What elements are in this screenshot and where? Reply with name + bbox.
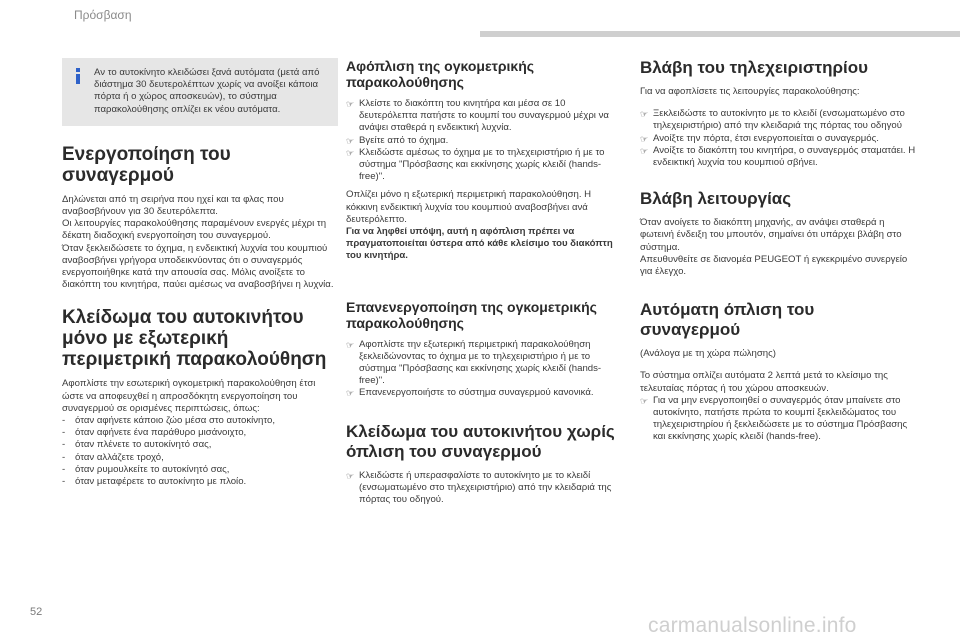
list-item: ☞ Κλείστε το διακόπτη του κινητήρα και μέσα σε 10 δευτερόλεπτα πατήστε το κουμπί του συναγερμού μέχρι να ανάψει σταθερά η ενδεικτική λυχνία. <box>346 98 622 135</box>
activation-para-1: Δηλώνεται από τη σειρήνα που ηχεί και τα φλας που αναβοσβήνουν για 30 δευτερόλεπτα. <box>62 193 284 218</box>
column-left <box>62 58 338 494</box>
auto-note: (Ανάλογα με τη χώρα πώλησης) <box>640 348 776 360</box>
list-item: ☞ Κλειδώστε ή υπερασφαλίστε το αυτοκίνητο με το κλειδί (ενσωματωμένο στο τηλεχειριστήριο) από την κλειδαριά της πόρτας του οδηγού. <box>346 470 622 507</box>
list-item: ☞ Κλειδώστε αμέσως το όχημα με το τηλεχειριστήριο ή με το σύστημα "Πρόσβασης και εκκίνησης χωρίς κλειδί (hands-free)". <box>346 147 622 184</box>
section-header-bar <box>480 31 960 37</box>
section-header-label: Πρόσβαση <box>74 8 132 22</box>
disarm-warning: Για να ληφθεί υπόψη, αυτή η αφόπλιση πρέπει να πραγματοποιείται ύστερα από κάθε κλείσιμο του διακόπτη του κινητήρα. <box>346 226 613 262</box>
remote-list <box>640 108 916 169</box>
no-arm-list <box>346 470 622 507</box>
heading-remote-fault: Βλάβη του τηλεχειριστηρίου <box>640 58 869 77</box>
list-item: ☞ Ανοίξτε την πόρτα, έτσι ενεργοποιείται ο συναγερμός. <box>640 133 916 145</box>
perimeter-list <box>62 415 338 488</box>
fault-para-1: Όταν ανοίγετε το διακόπτη μηχανής, αν ανάψει σταθερά η φωτεινή ένδειξη του μπουτόν, σημαίνει ότι υπάρχει βλάβη στο σύστημα. <box>640 217 902 253</box>
list-item: - όταν πλένετε το αυτοκίνητό σας, <box>62 439 338 451</box>
list-item: ☞ Βγείτε από το όχημα. <box>346 135 622 147</box>
page-number: 52 <box>30 606 43 618</box>
list-item: ☞ Επανενεργοποιήστε το σύστημα συναγερμού κανονικά. <box>346 387 622 399</box>
activation-para-3: Όταν ξεκλειδώσετε το όχημα, η ενδεικτική λυχνία του κουμπιού αναβοσβήνει γρήγορα υποδεικνύοντας ότι ο συναγερμός ενεργοποιήθηκε κατά την απουσία σας. Μόλις ανοίξετε το διακόπτη του κινητήρα, παύει αμέσως να αναβοσβήνει η λυχνία. <box>62 242 334 291</box>
info-box <box>62 58 338 126</box>
disarm-list <box>346 98 622 183</box>
reactivate-list <box>346 339 622 400</box>
list-item: ☞ Αφοπλίστε την εξωτερική περιμετρική παρακολούθηση ξεκλειδώνοντας το όχημα με το τηλεχειριστήριο ή με το σύστημα "Πρόσβασης και εκκίνησης χωρίς κλειδί (hands-free)". <box>346 339 622 388</box>
auto-para: Το σύστημα οπλίζει αυτόματα 2 λεπτά μετά το κλείσιμο της τελευταίας πόρτας ή του χώρου αποσκευών. <box>640 370 888 394</box>
fault-para-2: Απευθυνθείτε σε διανομέα PEUGEOT ή εγκεκριμένο συνεργείο για έλεγχο. <box>640 253 908 278</box>
column-middle <box>346 58 622 512</box>
heading-perimeter-lock: Κλείδωμα του αυτοκινήτου μόνο με εξωτερική περιμετρική παρακολούθηση <box>62 307 327 371</box>
activation-para-2: Οι λειτουργίες παρακολούθησης παραμένουν ενεργές μέχρι τη δέκατη διαδοχική ενεργοποίηση του συναγερμού. <box>62 218 327 242</box>
column-right <box>640 58 916 450</box>
auto-list <box>640 395 916 444</box>
list-item: - όταν αφήνετε ένα παράθυρο μισάνοιχτο, <box>62 427 338 439</box>
list-item: - όταν ρυμουλκείτε το αυτοκίνητό σας, <box>62 464 338 476</box>
heading-lock-without-alarm: Κλείδωμα του αυτοκινήτου χωρίς όπλιση του συναγερμού <box>346 421 615 461</box>
list-item: ☞ Ανοίξτε το διακόπτη του κινητήρα, ο συναγερμός σταματάει. Η ενδεικτική λυχνία του κουμπιού σβήνει. <box>640 145 916 169</box>
list-item: - όταν αφήνετε κάποιο ζώο μέσα στο αυτοκίνητο, <box>62 415 338 427</box>
heading-activation: Ενεργοποίηση του συναγερμού <box>62 143 231 186</box>
watermark: carmanualsonline.info <box>648 614 857 637</box>
heading-auto-arm: Αυτόματη όπλιση του συναγερμού <box>640 300 815 340</box>
perimeter-intro: Αφοπλίστε την εσωτερική ογκομετρική παρακολούθηση έτσι ώστε να αποφευχθεί η απροσδόκητη ενεργοποίηση του συναγερμού σε ορισμένες περιπτώσεις, όπως: <box>62 378 316 414</box>
disarm-note: Οπλίζει μόνο η εξωτερική περιμετρική παρακολούθηση. Η κόκκινη ενδεικτική λυχνία του κουμπιού αναβοσβήνει ανά δευτερόλεπτο. <box>346 189 592 225</box>
list-item: - όταν αλλάζετε τροχό, <box>62 452 338 464</box>
heading-reactivate-volumetric: Επανενεργοποίηση της ογκομετρικής παρακολούθησης <box>346 298 597 331</box>
list-item: ☞ Ξεκλειδώστε το αυτοκίνητο με το κλειδί (ενσωματωμένο στο τηλεχειριστήριο) από την κλειδαριά της πόρτας του οδηγού <box>640 108 916 132</box>
heading-disarm-volumetric: Αφόπλιση της ογκομετρικής παρακολούθησης <box>346 58 535 90</box>
info-text: Αν το αυτοκίνητο κλειδώσει ξανά αυτόματα (μετά από διάστημα 30 δευτερολέπτων χωρίς να ανοίξει κάποια πόρτα ή ο χώρος αποσκευών), το σύστημα παρακολούθησης οπλίζει εκ νέου αυτόματα. <box>94 67 320 115</box>
heading-operating-fault: Βλάβη λειτουργίας <box>640 189 792 209</box>
remote-intro: Για να αφοπλίσετε τις λειτουργίες παρακολούθησης: <box>640 86 860 97</box>
list-item: ☞ Για να μην ενεργοποιηθεί ο συναγερμός όταν μπαίνετε στο αυτοκίνητο, πατήστε πρώτα το κουμπί ξεκλειδώματος του τηλεχειριστηρίου ή ξεκλειδώσετε με το σύστημα Πρόσβασης και εκκίνησης χωρίς κλειδί (hands-free). <box>640 395 916 444</box>
info-icon <box>73 68 83 84</box>
list-item: - όταν μεταφέρετε το αυτοκίνητο με πλοίο. <box>62 476 338 488</box>
